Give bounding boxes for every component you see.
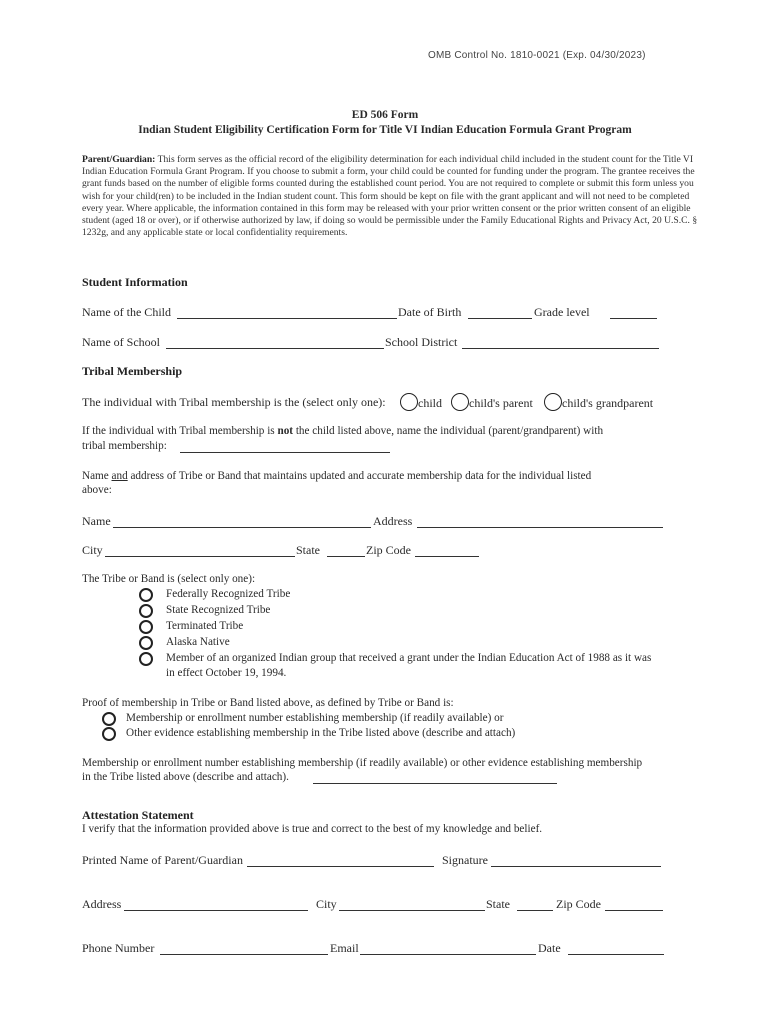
membership-evidence-field[interactable]	[313, 783, 557, 784]
radio-option-childs-parent[interactable]: child's parent	[451, 393, 533, 411]
date-field[interactable]	[568, 954, 664, 955]
parent-zip-field[interactable]	[605, 910, 663, 911]
radio-proof-enrollment-number[interactable]	[102, 712, 116, 726]
form-number: ED 506 Form	[351, 109, 419, 121]
school-district-field[interactable]	[462, 348, 659, 349]
tribe-type-organized-label-line2: in effect October 19, 1994.	[166, 667, 287, 679]
tribe-name-label: Name	[82, 514, 111, 528]
school-name-label: Name of School	[82, 335, 160, 349]
printed-name-field[interactable]	[247, 866, 434, 867]
radio-state-recognized[interactable]	[139, 604, 153, 618]
tribal-member-name-field[interactable]	[180, 452, 390, 453]
radio-circle-icon[interactable]	[544, 393, 562, 411]
signature-field[interactable]	[491, 866, 661, 867]
parent-city-label: City	[316, 897, 337, 911]
form-title: Indian Student Eligibility Certification Form for Title VI Indian Education Formula Grant Program	[138, 124, 632, 136]
tribe-state-label: State	[296, 543, 320, 557]
date-label: Date	[538, 941, 561, 955]
parent-zip-label: Zip Code	[556, 897, 601, 911]
phone-field[interactable]	[160, 954, 328, 955]
tribe-type-state-label: State Recognized Tribe	[166, 604, 271, 616]
tribe-zip-label: Zip Code	[366, 543, 411, 557]
child-name-field[interactable]	[177, 318, 397, 319]
phone-label: Phone Number	[82, 941, 155, 955]
parent-address-label: Address	[82, 897, 122, 911]
intro-text: This form serves as the official record of the eligibility determination for each individual child included in the student count for the Title VI Indian Education Formula Grant Program. If you choose to submit a form, your child could be counted for funding under the program. The grantee receives the grant funds based on the number of eligible forms counted during the established count period. You are not required to complete or submit this form unless you wish for your child(ren) to be included in the Indian student count. This form should be kept on file with the grant applicant and will not need to be completed every year. Where applicable, the information contained in this form may be released with your prior written consent or the prior written consent of an eligible student (aged 18 or over), or if otherwise authorized by law, if doing so would be permissible under the Family Educational Rights and Privacy Act, 20 U.S.C. § 1232g, and any applicable state or local confidentiality requirements.	[82, 154, 698, 239]
student-info-heading: Student Information	[82, 275, 188, 289]
grade-field[interactable]	[610, 318, 657, 319]
tribe-address-label: Address	[373, 514, 413, 528]
intro-label: Parent/Guardian:	[82, 154, 156, 165]
parent-state-field[interactable]	[517, 910, 553, 911]
school-district-label: School District	[385, 335, 458, 349]
tribal-member-prompt: The individual with Tribal membership is the (select only one):	[82, 395, 386, 409]
radio-proof-other-evidence[interactable]	[102, 727, 116, 741]
radio-circle-icon[interactable]	[451, 393, 469, 411]
tribe-zip-field[interactable]	[415, 556, 479, 557]
dob-field[interactable]	[468, 318, 532, 319]
grade-label: Grade level	[534, 305, 590, 319]
child-name-label: Name of the Child	[82, 305, 171, 319]
tribe-state-field[interactable]	[327, 556, 365, 557]
not-child-prompt-line2: tribal membership:	[82, 440, 167, 452]
tribe-address-field[interactable]	[417, 527, 663, 528]
tribal-membership-heading: Tribal Membership	[82, 364, 183, 378]
email-field[interactable]	[360, 954, 536, 955]
school-name-field[interactable]	[166, 348, 384, 349]
intro-paragraph	[82, 154, 706, 239]
radio-circle-icon[interactable]	[400, 393, 418, 411]
attestation-heading: Attestation Statement	[82, 808, 194, 822]
tribe-type-terminated-label: Terminated Tribe	[166, 620, 244, 632]
tribe-city-label: City	[82, 543, 103, 557]
tribe-type-alaska-label: Alaska Native	[166, 636, 230, 648]
tribe-type-federal-label: Federally Recognized Tribe	[166, 588, 291, 600]
attestation-statement: I verify that the information provided above is true and correct to the best of my knowledge and belief.	[82, 823, 543, 835]
tribe-type-organized-label: Member of an organized Indian group that received a grant under the Indian Education Act of 1988 as it was	[166, 652, 652, 664]
proof-prompt: Proof of membership in Tribe or Band listed above, as defined by Tribe or Band is:	[82, 697, 454, 709]
tribe-city-field[interactable]	[105, 556, 295, 557]
email-label: Email	[330, 941, 359, 955]
proof-enrollment-label: Membership or enrollment number establishing membership (if readily available) or	[126, 712, 504, 724]
not-child-prompt-line1: If the individual with Tribal membership is not the child listed above, name the individual (parent/grandparent) with	[82, 425, 604, 437]
parent-city-field[interactable]	[339, 910, 485, 911]
tribe-address-prompt-line1: Name and address of Tribe or Band that maintains updated and accurate membership data for the individual listed	[82, 470, 592, 482]
printed-name-label: Printed Name of Parent/Guardian	[82, 853, 243, 867]
parent-address-field[interactable]	[124, 910, 308, 911]
radio-alaska-native[interactable]	[139, 636, 153, 650]
membership-evidence-line2: in the Tribe listed above (describe and attach).	[82, 771, 289, 783]
radio-organized-group[interactable]	[139, 652, 153, 666]
membership-evidence-line1: Membership or enrollment number establishing membership (if readily available) or other evidence establishing membership	[82, 757, 643, 769]
proof-other-label: Other evidence establishing membership in the Tribe listed above (describe and attach)	[126, 727, 516, 739]
dob-label: Date of Birth	[398, 305, 462, 319]
tribe-name-field[interactable]	[113, 527, 371, 528]
radio-terminated-tribe[interactable]	[139, 620, 153, 634]
tribe-address-prompt-line2: above:	[82, 484, 112, 496]
radio-option-childs-grandparent[interactable]: child's grandparent	[544, 393, 653, 411]
radio-option-child[interactable]: child	[400, 393, 442, 411]
tribe-type-prompt: The Tribe or Band is (select only one):	[82, 573, 256, 585]
parent-state-label: State	[486, 897, 510, 911]
radio-federally-recognized[interactable]	[139, 588, 153, 602]
omb-control-number: OMB Control No. 1810-0021 (Exp. 04/30/2023)	[428, 50, 646, 61]
signature-label: Signature	[442, 853, 488, 867]
